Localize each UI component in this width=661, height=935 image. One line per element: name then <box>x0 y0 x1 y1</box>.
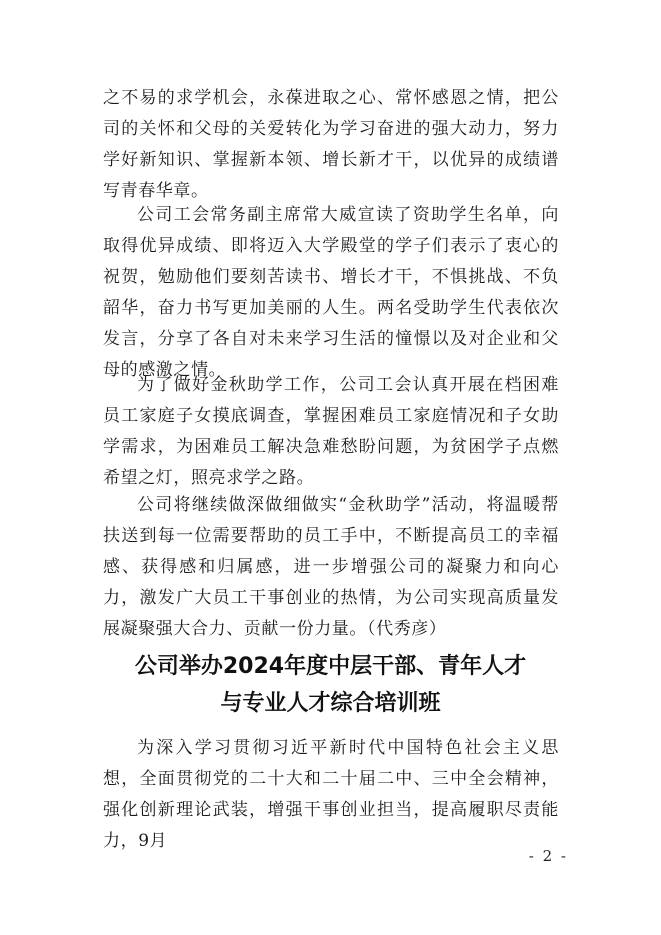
article-paragraph-1: 为深入学习贯彻习近平新时代中国特色社会主义思想，全面贯彻党的二十大和二十届二中、三中全会精神，强化创新理论武装，增强干事创业担当，提高履职尽责能力，9月 <box>103 738 559 851</box>
paragraph-3: 为了做好金秋助学工作，公司工会认真开展在档困难员工家庭子女摸底调查，掌握困难员工家庭情况和子女助学需求，为困难员工解决急难愁盼问题，为贫困学子点燃希望之灯，照亮求学之路。 <box>103 375 559 488</box>
paragraph-1: 之不易的求学机会，永葆进取之心、常怀感恩之情，把公司的关怀和父母的关爱转化为学习奋进的强大动力，努力学好新知识、掌握新本领、增长新才干，以优异的成绩谱写青春华章。 <box>103 88 559 201</box>
paragraph-4: 公司将继续做深做细做实“金秋助学”活动，将温暖帮扶送到每一位需要帮助的员工手中，不断提高员工的幸福感、获得感和归属感，进一步增强公司的凝聚力和向心力，激发广大员工干事创业的热情，为公司实现高质量发展凝聚强大合力、贡献一份力量。（代秀彦） <box>103 495 559 639</box>
page-number: - 2 - <box>528 847 568 865</box>
article-heading-line-2: 与专业人才综合培训班 <box>220 691 441 716</box>
paragraph-2: 公司工会常务副主席常大威宣读了资助学生名单，向取得优异成绩、即将迈入大学殿堂的学子们表示了衷心的祝贺，勉励他们要刻苦读书、增长才干，不惧挑战、不负韶华，奋力书写更加美丽的人生。两名受助学生代表依次发言，分享了各自对未来学习生活的憧憬以及对企业和父母的感激之情。 <box>103 205 559 380</box>
article-heading-line-1: 公司举办2024年度中层干部、青年人才 <box>134 654 527 679</box>
